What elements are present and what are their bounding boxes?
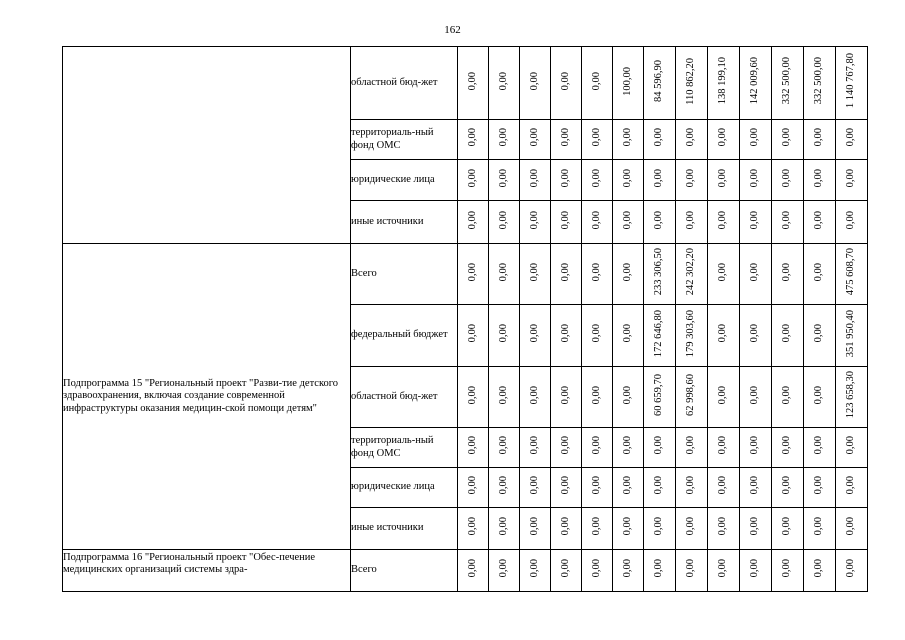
value-cell: 0,00 xyxy=(845,517,857,536)
value-cell: 0,00 xyxy=(621,436,633,455)
value-cell: 0,00 xyxy=(813,210,825,230)
value-cell: 0,00 xyxy=(685,168,697,188)
value-cell: 0,00 xyxy=(466,324,478,343)
value-cell: 138 199,10 xyxy=(717,57,729,105)
source-cell: иные источники xyxy=(351,508,458,550)
value-cell: 0,00 xyxy=(497,262,509,282)
value-cell: 0,00 xyxy=(497,168,509,188)
value-cell: 0,00 xyxy=(781,559,793,578)
source-cell: территориаль-ный фонд ОМС xyxy=(351,120,458,160)
value-cell: 0,00 xyxy=(466,128,478,147)
value-cell: 0,00 xyxy=(590,517,602,536)
value-cell: 0,00 xyxy=(621,476,633,495)
value-cell: 0,00 xyxy=(717,476,729,495)
value-cell: 100,00 xyxy=(621,66,633,96)
value-cell: 0,00 xyxy=(813,476,825,495)
value-cell: 179 303,60 xyxy=(685,309,697,358)
value-cell: 0,00 xyxy=(749,476,761,495)
value-cell: 0,00 xyxy=(528,128,540,147)
value-cell: 0,00 xyxy=(781,128,793,147)
value-cell: 0,00 xyxy=(813,168,825,188)
value-cell: 0,00 xyxy=(466,385,478,405)
value-cell: 0,00 xyxy=(466,168,478,188)
value-cell: 0,00 xyxy=(781,324,793,343)
value-cell: 142 009,60 xyxy=(749,57,761,105)
value-cell: 0,00 xyxy=(653,436,665,455)
value-cell: 0,00 xyxy=(528,262,540,282)
value-cell: 0,00 xyxy=(621,324,633,343)
source-cell: областной бюд-жет xyxy=(351,47,458,120)
value-cell: 0,00 xyxy=(717,210,729,230)
value-cell: 0,00 xyxy=(466,476,478,495)
value-cell: 0,00 xyxy=(653,517,665,536)
value-cell: 0,00 xyxy=(717,517,729,536)
source-cell: территориаль-ный фонд ОМС xyxy=(351,428,458,468)
value-cell: 0,00 xyxy=(621,262,633,282)
program-cell: Подпрограмма 16 "Региональный проект "Обес-печение медицинских организаций системы здра- xyxy=(63,550,351,592)
value-cell: 0,00 xyxy=(559,476,571,495)
source-cell: областной бюд-жет xyxy=(351,367,458,428)
value-cell: 0,00 xyxy=(559,210,571,230)
value-cell: 0,00 xyxy=(749,559,761,578)
value-cell: 0,00 xyxy=(590,168,602,188)
value-cell: 0,00 xyxy=(528,517,540,536)
value-cell: 0,00 xyxy=(749,262,761,282)
value-cell: 110 862,20 xyxy=(685,57,697,105)
value-cell: 0,00 xyxy=(781,210,793,230)
value-cell: 60 659,70 xyxy=(653,373,665,416)
value-cell: 0,00 xyxy=(559,436,571,455)
value-cell: 0,00 xyxy=(717,262,729,282)
value-cell: 0,00 xyxy=(590,71,602,91)
value-cell: 0,00 xyxy=(685,559,697,578)
value-cell: 62 998,60 xyxy=(685,373,697,416)
value-cell: 0,00 xyxy=(559,517,571,536)
value-cell: 0,00 xyxy=(497,559,509,578)
value-cell: 0,00 xyxy=(845,436,857,455)
value-cell: 0,00 xyxy=(466,262,478,282)
value-cell: 0,00 xyxy=(559,324,571,343)
value-cell: 1 140 767,80 xyxy=(845,53,857,109)
value-cell: 0,00 xyxy=(497,517,509,536)
value-cell: 0,00 xyxy=(813,517,825,536)
value-cell: 0,00 xyxy=(717,324,729,343)
value-cell: 0,00 xyxy=(497,324,509,343)
value-cell: 233 306,50 xyxy=(653,248,665,296)
source-cell: иные источники xyxy=(351,201,458,244)
value-cell: 0,00 xyxy=(685,476,697,495)
value-cell: 0,00 xyxy=(749,210,761,230)
value-cell: 0,00 xyxy=(466,71,478,91)
value-cell: 0,00 xyxy=(781,436,793,455)
value-cell: 0,00 xyxy=(590,559,602,578)
value-cell: 0,00 xyxy=(590,476,602,495)
value-cell: 0,00 xyxy=(749,385,761,405)
value-cell: 0,00 xyxy=(559,168,571,188)
value-cell: 0,00 xyxy=(466,517,478,536)
value-cell: 0,00 xyxy=(653,559,665,578)
value-cell: 123 658,30 xyxy=(845,371,857,419)
value-cell: 0,00 xyxy=(621,559,633,578)
value-cell: 84 596,90 xyxy=(653,59,665,102)
value-cell: 0,00 xyxy=(781,476,793,495)
table-row xyxy=(63,550,868,592)
value-cell: 0,00 xyxy=(781,168,793,188)
value-cell: 0,00 xyxy=(845,168,857,188)
value-cell: 0,00 xyxy=(685,128,697,147)
value-cell: 0,00 xyxy=(559,71,571,91)
value-cell: 0,00 xyxy=(559,128,571,147)
source-cell: юридические лица xyxy=(351,468,458,508)
value-cell: 0,00 xyxy=(621,210,633,230)
value-cell: 0,00 xyxy=(621,385,633,405)
value-cell: 0,00 xyxy=(466,436,478,455)
value-cell: 0,00 xyxy=(781,385,793,405)
value-cell: 332 500,00 xyxy=(813,57,825,105)
table-row xyxy=(63,244,868,305)
value-cell: 0,00 xyxy=(497,128,509,147)
source-cell: федеральный бюджет xyxy=(351,305,458,367)
value-cell: 0,00 xyxy=(466,559,478,578)
value-cell: 0,00 xyxy=(528,71,540,91)
table-row xyxy=(63,47,868,120)
value-cell: 0,00 xyxy=(559,559,571,578)
value-cell: 0,00 xyxy=(717,128,729,147)
page-number: 162 xyxy=(444,24,461,36)
value-cell: 0,00 xyxy=(653,168,665,188)
value-cell: 0,00 xyxy=(781,262,793,282)
source-cell: юридические лица xyxy=(351,160,458,201)
value-cell: 0,00 xyxy=(621,517,633,536)
value-cell: 0,00 xyxy=(621,128,633,147)
program-cell xyxy=(63,47,351,244)
value-cell: 0,00 xyxy=(590,324,602,343)
value-cell: 0,00 xyxy=(749,517,761,536)
value-cell: 0,00 xyxy=(845,476,857,495)
value-cell: 0,00 xyxy=(528,559,540,578)
value-cell: 0,00 xyxy=(717,436,729,455)
value-cell: 0,00 xyxy=(749,168,761,188)
value-cell: 351 950,40 xyxy=(845,309,857,358)
value-cell: 0,00 xyxy=(559,385,571,405)
value-cell: 0,00 xyxy=(497,385,509,405)
value-cell: 0,00 xyxy=(749,324,761,343)
value-cell: 0,00 xyxy=(685,436,697,455)
value-cell: 0,00 xyxy=(528,324,540,343)
value-cell: 0,00 xyxy=(497,436,509,455)
value-cell: 242 302,20 xyxy=(685,248,697,296)
value-cell: 0,00 xyxy=(559,262,571,282)
value-cell: 0,00 xyxy=(845,128,857,147)
value-cell: 0,00 xyxy=(528,210,540,230)
value-cell: 0,00 xyxy=(590,210,602,230)
value-cell: 475 608,70 xyxy=(845,248,857,296)
value-cell: 0,00 xyxy=(497,476,509,495)
value-cell: 0,00 xyxy=(590,385,602,405)
value-cell: 0,00 xyxy=(717,168,729,188)
value-cell: 0,00 xyxy=(845,559,857,578)
value-cell: 0,00 xyxy=(813,385,825,405)
value-cell: 0,00 xyxy=(781,517,793,536)
value-cell: 0,00 xyxy=(813,128,825,147)
value-cell: 0,00 xyxy=(845,210,857,230)
value-cell: 0,00 xyxy=(813,436,825,455)
program-cell: Подпрограмма 15 "Региональный проект "Разви-тие детского здравоохранения, включая создание современной инфраструктуры оказания медицин-ской помощи детям" xyxy=(63,244,351,550)
value-cell: 172 646,80 xyxy=(653,309,665,358)
value-cell: 0,00 xyxy=(813,559,825,578)
value-cell: 0,00 xyxy=(685,210,697,230)
value-cell: 0,00 xyxy=(653,128,665,147)
value-cell: 0,00 xyxy=(528,385,540,405)
value-cell: 0,00 xyxy=(590,128,602,147)
value-cell: 0,00 xyxy=(497,210,509,230)
value-cell: 0,00 xyxy=(749,436,761,455)
value-cell: 0,00 xyxy=(590,262,602,282)
value-cell: 0,00 xyxy=(466,210,478,230)
value-cell: 0,00 xyxy=(749,128,761,147)
value-cell: 0,00 xyxy=(813,262,825,282)
source-cell: Всего xyxy=(351,550,458,592)
value-cell: 0,00 xyxy=(528,476,540,495)
value-cell: 0,00 xyxy=(813,324,825,343)
value-cell: 0,00 xyxy=(528,436,540,455)
budget-table xyxy=(62,46,868,592)
value-cell: 0,00 xyxy=(685,517,697,536)
value-cell: 0,00 xyxy=(621,168,633,188)
value-cell: 0,00 xyxy=(717,559,729,578)
value-cell: 0,00 xyxy=(497,71,509,91)
value-cell: 0,00 xyxy=(653,210,665,230)
value-cell: 0,00 xyxy=(653,476,665,495)
value-cell: 332 500,00 xyxy=(781,57,793,105)
value-cell: 0,00 xyxy=(528,168,540,188)
source-cell: Всего xyxy=(351,244,458,305)
value-cell: 0,00 xyxy=(717,385,729,405)
value-cell: 0,00 xyxy=(590,436,602,455)
